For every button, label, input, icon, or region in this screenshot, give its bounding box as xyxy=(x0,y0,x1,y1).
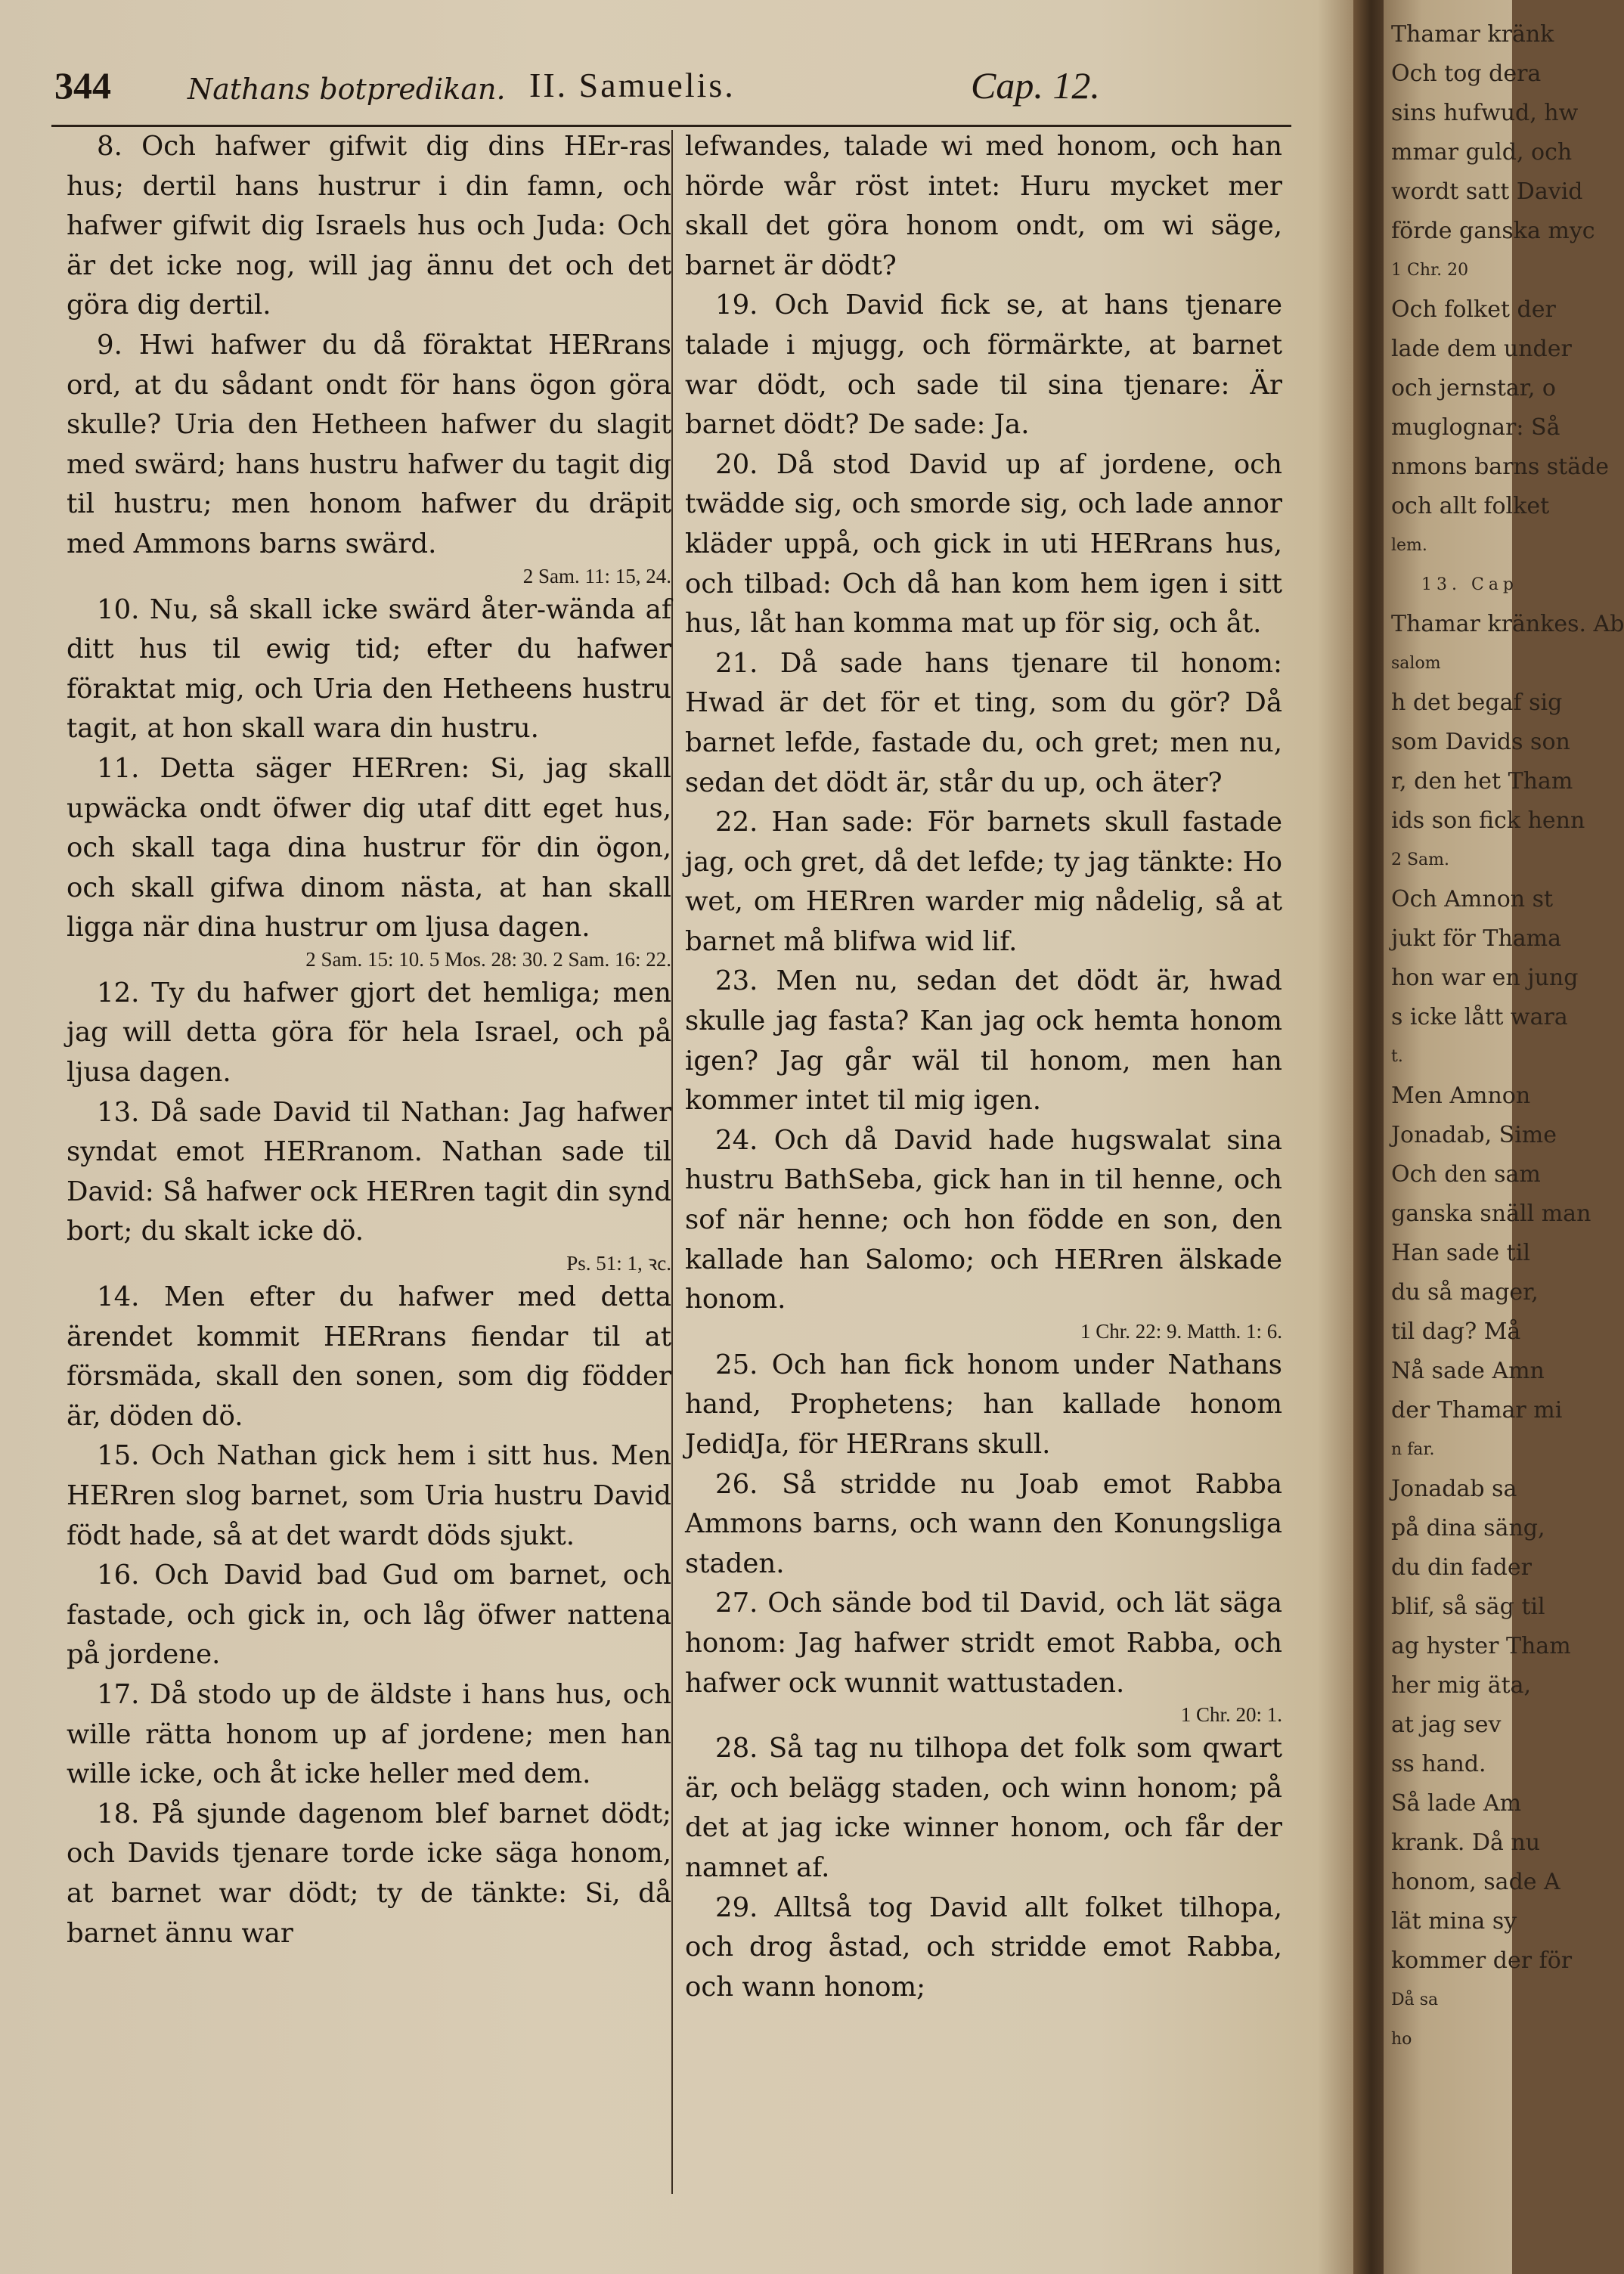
verse xyxy=(685,962,1282,1120)
facing-page-line: lem. xyxy=(1391,536,1427,555)
verse xyxy=(685,803,1282,962)
facing-page-line: der Thamar mi xyxy=(1391,1397,1563,1424)
facing-page-line: på dina säng, xyxy=(1391,1515,1545,1541)
verse-text: 8. Och hafwer gifwit dig dins HEr-ras hus; dertil hans hustrur i din famn, och hafwer gifwit dig Israels hus och Juda: Och är det icke nog, will jag ännu det och det göra dig dertil. xyxy=(67,131,671,321)
verse xyxy=(67,749,671,948)
facing-page-line: ids son fick henn xyxy=(1391,807,1585,834)
verse xyxy=(67,326,671,565)
facing-page-line: her mig äta, xyxy=(1391,1672,1532,1699)
facing-page-line: Så lade Am xyxy=(1391,1790,1522,1817)
facing-page-line: Men Amnon xyxy=(1391,1083,1531,1109)
verse xyxy=(685,1121,1282,1320)
chapter-label: Cap. 12. xyxy=(971,64,1100,107)
facing-page-line: ganska snäll man xyxy=(1391,1201,1591,1227)
verse-text: 10. Nu, så skall icke swärd åter-wända af ditt hus til ewig tid; efter du hafwer föraktat mig, och Uria den Hetheens hustru tagit, at hon skall wara din hustru. xyxy=(67,593,671,745)
facing-page-line: ss hand. xyxy=(1391,1751,1486,1777)
verse-text: 29. Alltså tog David allt folket tilhopa, och drog åstad, och stridde emot Rabba, och wann honom; xyxy=(685,1891,1282,2003)
verse-text: 19. Och David fick se, at hans tjenare talade i mjugg, och förmärkte, at barnet war dödt, och sade til sina tjenare: Är barnet dödt? De sade: Ja. xyxy=(685,290,1282,441)
facing-page-line: blif, så säg til xyxy=(1391,1594,1545,1620)
facing-page-line: som Davids son xyxy=(1391,729,1570,755)
facing-page-line: lade dem under xyxy=(1391,336,1572,362)
facing-page-line: hon war en jung xyxy=(1391,965,1579,991)
facing-page-line: s icke lått wara xyxy=(1391,1004,1568,1030)
facing-page-line: och jernstar, o xyxy=(1391,375,1556,401)
verse-text: 20. Då stod David up af jordene, och twädde sig, och smorde sig, och lade annor kläder uppå, och gick in uti HERrans hus, och tilbad: Och då han kom hem igen i sitt hus, låt han komma mat up för sig, och åt. xyxy=(685,448,1282,640)
verse xyxy=(685,1888,1282,2008)
verse-text: 15. Och Nathan gick hem i sitt hus. Men HERren slog barnet, som Uria hustru David födt hade, så at det wardt döds sjukt. xyxy=(67,1440,671,1551)
facing-page-line: sins hufwud, hw xyxy=(1391,100,1579,126)
facing-page-line: förde ganska myc xyxy=(1391,218,1595,244)
facing-page-text xyxy=(1391,15,1624,2059)
cross-reference: 1 Chr. 22: 9. Matth. 1: 6. xyxy=(1080,1319,1282,1343)
facing-page-line: ag hyster Tham xyxy=(1391,1633,1571,1659)
verse xyxy=(67,127,671,326)
facing-page-line: lät mina sy xyxy=(1391,1908,1517,1935)
verse xyxy=(685,1584,1282,1703)
verse-text: 12. Ty du hafwer gjort det hemliga; men jag will detta göra för hela Israel, och på ljusa dagen. xyxy=(67,977,671,1089)
facing-page-line: Thamar kränk xyxy=(1391,21,1554,48)
verse xyxy=(685,127,1282,286)
verse-text: 13. Då sade David til Nathan: Jag hafwer syndat emot HERranom. Nathan sade til David: Så hafwer ock HERren tagit din synd bort; du skalt icke dö. xyxy=(67,1096,671,1247)
facing-page-line: Thamar kränkes. Ab xyxy=(1391,611,1624,637)
verse xyxy=(685,286,1282,445)
facing-page-line: kommer der för xyxy=(1391,1947,1573,1974)
verse-text: 11. Detta säger HERren: Si, jag skall upwäcka ondt öfwer dig utaf ditt eget hus, och skall taga dina hustrur för din ögon, och skall gifwa dinom nästa, at han skall ligga när dina hustrur om ljusa dagen. xyxy=(67,752,671,943)
verse-text: 9. Hwi hafwer du då föraktat HERrans ord, at du sådant ondt för hans ögon göra skulle? Uria den Hetheen hafwer du slagit med swärd; hans hustru hafwer du tagit dig til hustru; men honom hafwer du dräpit med Ammons barns swärd. xyxy=(67,329,671,559)
facing-page-line: Jonadab, Sime xyxy=(1391,1122,1557,1148)
verse-text: 21. Då sade hans tjenare til honom: Hwad är det för et ting, som du gör? Då barnet lefde, fastade du, och gret; men nu, sedan det dödt är, står du up, och äter? xyxy=(685,647,1282,798)
facing-page-line: muglognar: Så xyxy=(1391,414,1560,441)
page-number: 344 xyxy=(54,64,111,107)
facing-page-line: wordt satt David xyxy=(1391,178,1583,205)
verse-text: lefwandes, talade wi med honom, och han hörde wår röst intet: Huru mycket mer skall det göra honom ondt, om wi säge, barnet är dödt? xyxy=(685,131,1282,281)
facing-page-line: til dag? Må xyxy=(1391,1318,1521,1345)
facing-page-line: ho xyxy=(1391,2030,1412,2049)
cross-reference: 2 Sam. 15: 10. 5 Mos. 28: 30. 2 Sam. 16: 22. xyxy=(305,947,671,971)
facing-page-line: n far. xyxy=(1391,1440,1435,1459)
facing-page-edge xyxy=(1384,0,1624,2274)
verse-text: 22. Han sade: För barnets skull fastade jag, och gret, då det lefde; ty jag tänkte: Ho wet, om HERren warder mig nådelig, så at barnet må blifwa wid lif. xyxy=(685,807,1282,957)
facing-page-line: Och folket der xyxy=(1391,296,1556,323)
verse xyxy=(67,1093,671,1252)
verse-text: 24. Och då David hade hugswalat sina hustru BathSeba, gick han in til henne, och sof när henne; och hon födde en son, den kallade han Salomo; och HERren älskade honom. xyxy=(685,1124,1282,1315)
verse xyxy=(67,1436,671,1556)
facing-page-line: Han sade til xyxy=(1391,1240,1530,1266)
facing-page-line: Och den sam xyxy=(1391,1161,1541,1188)
facing-page-line: Nå sade Amn xyxy=(1391,1358,1545,1384)
verse xyxy=(685,1729,1282,1888)
facing-page-line: och allt folket xyxy=(1391,493,1550,519)
running-title: Nathans botpredikan. xyxy=(188,73,506,106)
facing-page-line: du din fader xyxy=(1391,1554,1533,1581)
cross-reference: 2 Sam. 11: 15, 24. xyxy=(522,564,671,587)
verse-text: 26. Så stridde nu Joab emot Rabba Ammons barns, och wann den Konungsliga staden. xyxy=(685,1468,1282,1579)
verse-text: 23. Men nu, sedan det dödt är, hwad skulle jag fasta? Kan jag ock hemta honom igen? Jag går wäl til honom, men han kommer intet til mig igen. xyxy=(685,965,1282,1117)
facing-page-line: 1 Chr. 20 xyxy=(1391,261,1469,280)
verse xyxy=(67,1795,671,1953)
verse xyxy=(67,974,671,1093)
facing-page-line: Då sa xyxy=(1391,1991,1439,2009)
facing-page-line: t. xyxy=(1391,1047,1403,1066)
cross-reference: Ps. 51: 1, ꝛc. xyxy=(566,1252,671,1275)
running-header xyxy=(0,59,1346,119)
verse xyxy=(685,1465,1282,1585)
facing-page-line: krank. Då nu xyxy=(1391,1829,1541,1856)
facing-page-line: jukt för Thama xyxy=(1391,925,1561,952)
verse xyxy=(685,1346,1282,1465)
verse-text: 17. Då stodo up de äldste i hans hus, och wille rätta honom up af jordene; men han wille icke, och åt icke heller med dem. xyxy=(67,1678,671,1790)
verse-text: 28. Så tag nu tilhopa det folk som qwart är, och belägg staden, och winn honom; på det at jag icke winner honom, och får der namnet af. xyxy=(685,1733,1282,1883)
verse-text: 16. Och David bad Gud om barnet, och fastade, och gick in, och låg öfwer nattena på jordene. xyxy=(67,1560,671,1671)
verse-text: 14. Men efter du hafwer med detta ärendet kommit HERrans fiendar til at försmäda, skall den sonen, som dig födder är, döden dö. xyxy=(67,1281,671,1432)
facing-page-line: 13. Cap xyxy=(1421,575,1519,594)
facing-page-line: mmar guld, och xyxy=(1391,139,1573,166)
verse-text: 25. Och han fick honom under Nathans hand, Prophetens; han kallade honom JedidJa, för HERrans skull. xyxy=(685,1349,1282,1460)
facing-page-line: Och Amnon st xyxy=(1391,886,1554,912)
facing-page-line: h det begaf sig xyxy=(1391,689,1563,716)
book-title: II. Samuelis. xyxy=(529,66,736,104)
facing-page-line: du så mager, xyxy=(1391,1279,1539,1306)
column-divider xyxy=(671,130,673,2194)
left-column xyxy=(67,127,671,1953)
verse-text: 27. Och sände bod til David, och lät säga honom: Jag hafwer stridt emot Rabba, och hafwer ock wunnit wattustaden. xyxy=(685,1588,1282,1699)
facing-page-line: Och tog dera xyxy=(1391,60,1542,87)
verse xyxy=(67,590,671,749)
facing-page-line: 2 Sam. xyxy=(1391,850,1450,869)
facing-page-line: Jonadab sa xyxy=(1391,1476,1517,1502)
verse xyxy=(67,1278,671,1436)
verse xyxy=(67,1675,671,1795)
verse xyxy=(67,1556,671,1675)
facing-page-line: salom xyxy=(1391,654,1441,673)
facing-page-line: nmons barns städe xyxy=(1391,454,1610,480)
facing-page-line: at jag sev xyxy=(1391,1712,1502,1738)
verse xyxy=(685,644,1282,803)
right-column xyxy=(685,127,1282,2007)
verse-text: 18. På sjunde dagenom blef barnet dödt; och Davids tjenare torde icke säga honom, at barnet war dödt; ty de tänkte: Si, då barnet ännu war xyxy=(67,1798,671,1949)
facing-page-line: r, den het Tham xyxy=(1391,768,1573,795)
verse xyxy=(685,445,1282,644)
facing-page-line: honom, sade A xyxy=(1391,1869,1560,1895)
cross-reference: 1 Chr. 20: 1. xyxy=(1180,1703,1282,1727)
